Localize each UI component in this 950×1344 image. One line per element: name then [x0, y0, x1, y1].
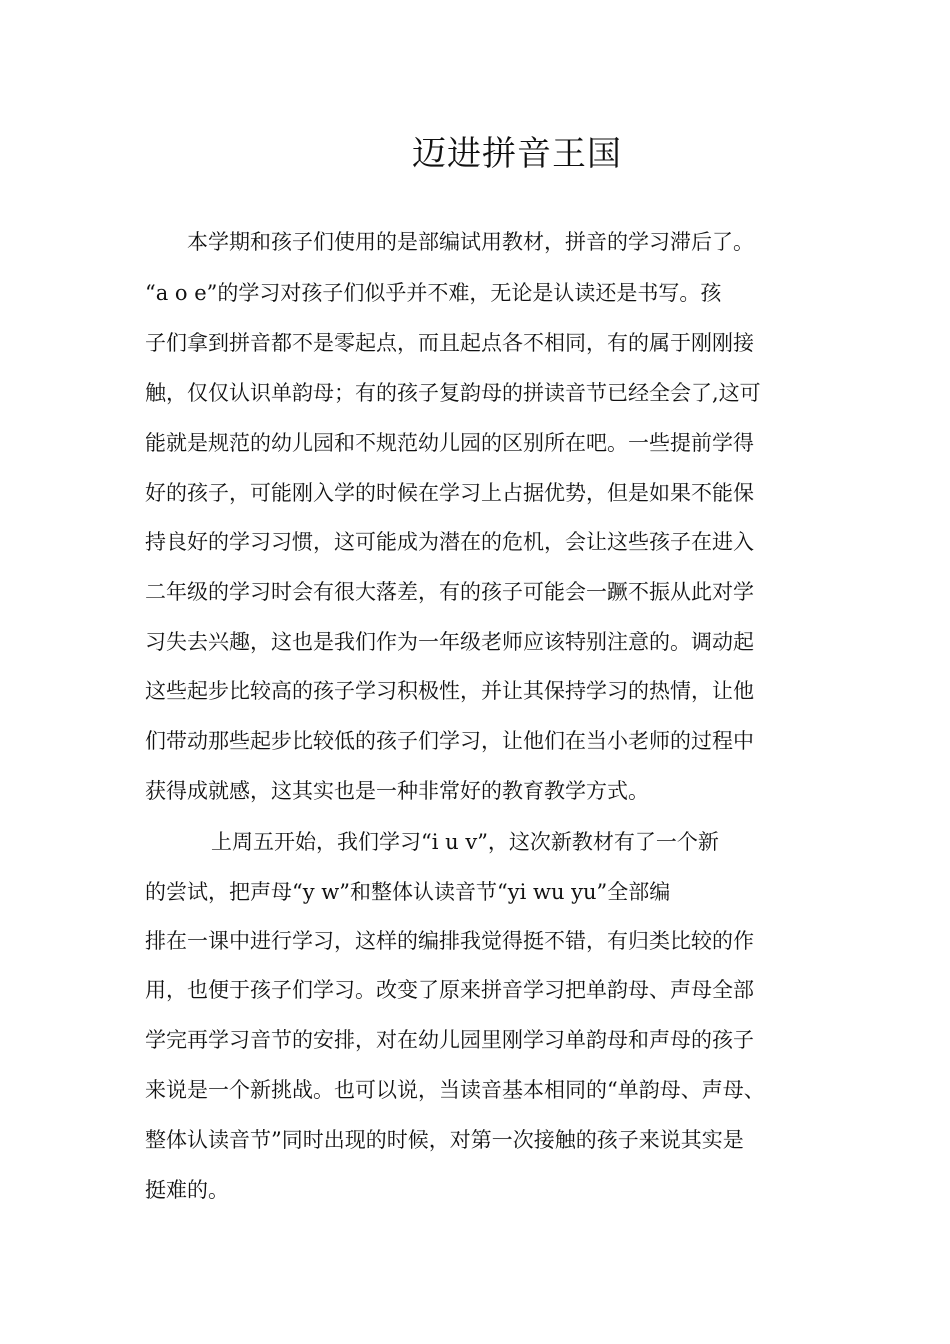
paragraph-1-line-7: 持良好的学习习惯，这可能成为潜在的危机，会让这些孩子在进入 [145, 530, 754, 554]
paragraph-2-line-7: 整体认读音节”同时出现的时候，对第一次接触的孩子来说其实是 [145, 1128, 744, 1152]
paragraph-1-line-2: “a o e”的学习对孩子们似乎并不难，无论是认读还是书写。孩 [145, 281, 722, 305]
document-title: 迈进拼音王国 [412, 134, 622, 174]
paragraph-2-line-6: 来说是一个新挑战。也可以说，当读音基本相同的“单韵母、声母、 [145, 1078, 765, 1102]
paragraph-2-line-8: 挺难的。 [145, 1178, 229, 1202]
paragraph-1-line-8: 二年级的学习时会有很大落差，有的孩子可能会一蹶不振从此对学 [145, 580, 754, 604]
paragraph-1-line-9: 习失去兴趣，这也是我们作为一年级老师应该特别注意的。调动起 [145, 630, 754, 654]
paragraph-1-line-5: 能就是规范的幼儿园和不规范幼儿园的区别所在吧。一些提前学得 [145, 431, 754, 455]
paragraph-1-line-3: 子们拿到拼音都不是零起点，而且起点各不相同，有的属于刚刚接 [145, 331, 754, 355]
paragraph-2-line-5: 学完再学习音节的安排，对在幼儿园里刚学习单韵母和声母的孩子 [145, 1028, 754, 1052]
paragraph-2-line-2: 的尝试，把声母“y w”和整体认读音节“yi wu yu”全部编 [145, 880, 671, 904]
paragraph-1-line-11: 们带动那些起步比较低的孩子们学习，让他们在当小老师的过程中 [145, 729, 754, 753]
paragraph-1-line-4: 触，仅仅认识单韵母；有的孩子复韵母的拼读音节已经全会了,这可 [145, 381, 761, 405]
paragraph-1-line-10: 这些起步比较高的孩子学习积极性，并让其保持学习的热情，让他 [145, 679, 754, 703]
paragraph-2-line-4: 用，也便于孩子们学习。改变了原来拼音学习把单韵母、声母全部 [145, 978, 754, 1002]
paragraph-2-line-3: 排在一课中进行学习，这样的编排我觉得挺不错，有归类比较的作 [145, 929, 754, 953]
paragraph-1-line-1: 本学期和孩子们使用的是部编试用教材，拼音的学习滞后了。 [187, 230, 754, 254]
paragraph-2-line-1: 上周五开始，我们学习“i u v”，这次新教材有了一个新 [211, 830, 719, 854]
paragraph-1-line-12: 获得成就感，这其实也是一种非常好的教育教学方式。 [145, 779, 649, 803]
paragraph-1-line-6: 好的孩子，可能刚入学的时候在学习上占据优势，但是如果不能保 [145, 481, 754, 505]
